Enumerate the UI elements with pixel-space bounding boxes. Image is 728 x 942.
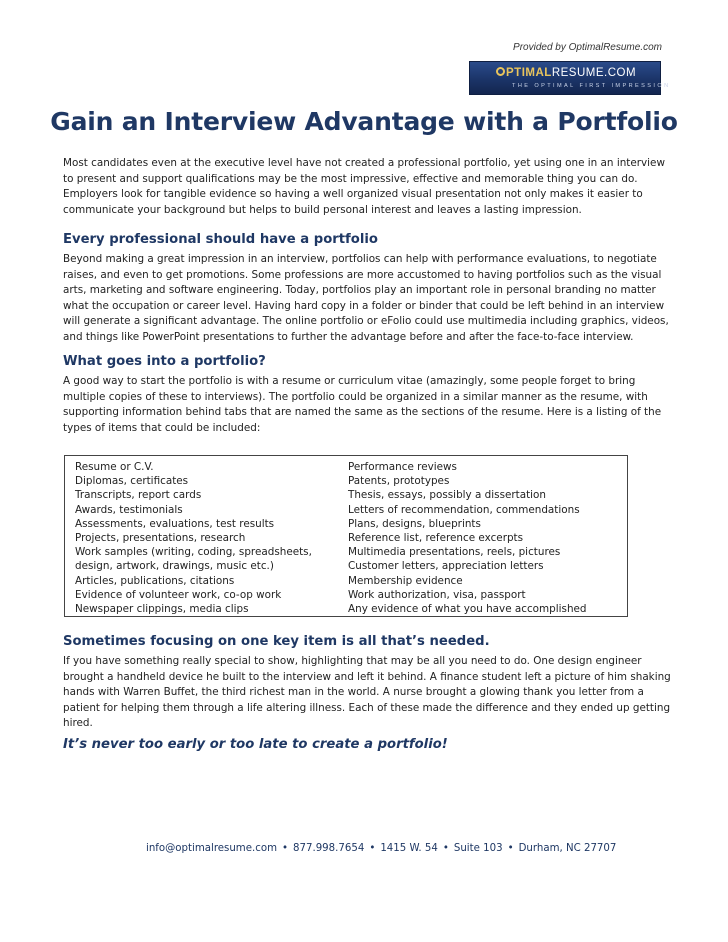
section-heading-every-professional: Every professional should have a portfolio	[63, 232, 378, 247]
closing-statement: It’s never too early or too late to create a portfolio!	[63, 737, 448, 752]
logo-o-ring-icon	[496, 67, 505, 76]
list-item: Letters of recommendation, commendations	[348, 503, 580, 516]
section-heading-focus: Sometimes focusing on one key item is all that’s needed.	[63, 634, 490, 649]
footer-suite: Suite 103	[453, 843, 503, 854]
footer-separator: •	[507, 843, 514, 854]
list-item: Thesis, essays, possibly a dissertation	[348, 489, 546, 502]
section-body-what-goes-in: A good way to start the portfolio is with a resume or curriculum vitae (amazingly, some people forget to bring multiple copies of these to interviews). The portfolio could be organized in a similar manner as the resume, with supporting information behind tabs that are named the same as the sections of the resume. Here is a listing of the types of items that could be included:	[63, 375, 662, 434]
list-item: Evidence of volunteer work, co-op work	[75, 588, 282, 601]
list-item: Plans, designs, blueprints	[348, 517, 481, 530]
list-item: Newspaper clippings, media clips	[75, 603, 249, 616]
list-item: Performance reviews	[348, 461, 457, 473]
footer-separator: •	[442, 843, 449, 854]
list-item: Transcripts, report cards	[75, 489, 202, 502]
section-heading-what-goes-in: What goes into a portfolio?	[63, 354, 266, 369]
items-column-right	[348, 460, 626, 616]
list-item: Reference list, reference excerpts	[348, 532, 524, 545]
intro-paragraph: Most candidates even at the executive level have not created a professional portfolio, yet using one in an interview to present and support qualifications may be the most impressive, effective and memorable thing you can do. Employers look for tangible evidence so having a well organized visual presentation not only makes it easier to communicate your background but helps to build personal interest and leaves a lasting impression.	[63, 157, 665, 216]
list-item: Patents, prototypes	[348, 475, 450, 488]
list-item: Awards, testimonials	[75, 503, 183, 516]
logo-brand-rest: RESUME.COM	[551, 67, 637, 79]
list-item: Work samples (writing, coding, spreadsheets,	[75, 546, 312, 559]
footer-phone: 877.998.7654	[293, 843, 365, 854]
footer-separator: •	[369, 843, 376, 854]
optimalresume-logo	[469, 61, 671, 95]
list-item: Any evidence of what you have accomplished	[348, 603, 587, 616]
list-item: Diplomas, certificates	[75, 475, 189, 488]
portfolio-items-table	[64, 455, 628, 617]
footer-contact	[146, 843, 616, 854]
list-item: Multimedia presentations, reels, pictures	[348, 546, 561, 559]
list-item: Work authorization, visa, passport	[348, 588, 526, 601]
items-column-left	[75, 460, 340, 616]
list-item: Assessments, evaluations, test results	[75, 517, 275, 530]
footer-address: 1415 W. 54	[380, 843, 438, 854]
logo-tagline: THE OPTIMAL FIRST IMPRESSION	[512, 83, 671, 89]
footer-city: Durham, NC 27707	[518, 843, 617, 854]
provided-by-text: Provided by OptimalResume.com	[513, 42, 662, 53]
list-item: Projects, presentations, research	[75, 532, 246, 545]
list-item: Customer letters, appreciation letters	[348, 560, 544, 573]
list-item: design, artwork, drawings, music etc.)	[75, 560, 274, 573]
list-item: Articles, publications, citations	[75, 574, 235, 587]
list-item: Membership evidence	[348, 574, 463, 587]
logo-wordmark	[506, 67, 636, 79]
footer-separator: •	[282, 843, 289, 854]
list-item: Resume or C.V.	[75, 461, 154, 473]
section-body-every-professional: Beyond making a great impression in an interview, portfolios can help with performance evaluations, to negotiate raises, and even to get promotions. Some professions are more accustomed to having portfolios such as the visual arts, marketing and software engineering. Today, portfolios play an important role in personal branding no matter what the occupation or career level. Having hard copy in a folder or binder that could be left behind in an interview will generate a significant advantage. The online portfolio or eFolio could use multimedia including graphics, videos, and things like PowerPoint presentations to further the advantage before and after the face-to-face interview.	[63, 253, 669, 343]
page-title: Gain an Interview Advantage with a Portfolio	[50, 107, 678, 136]
footer-email[interactable]: info@optimalresume.com	[146, 843, 277, 854]
logo-brand: PTIMAL	[506, 67, 552, 79]
section-body-focus: If you have something really special to show, highlighting that may be all you need to do. One design engineer brought a handheld device he built to the interview and left it behind. A finance student left a picture of him shaking hands with Warren Buffet, the third richest man in the world. A nurse brought a glowing thank you letter from a patient for helping them through a life altering illness. Each of these made the difference and they ended up getting hired.	[63, 655, 671, 729]
